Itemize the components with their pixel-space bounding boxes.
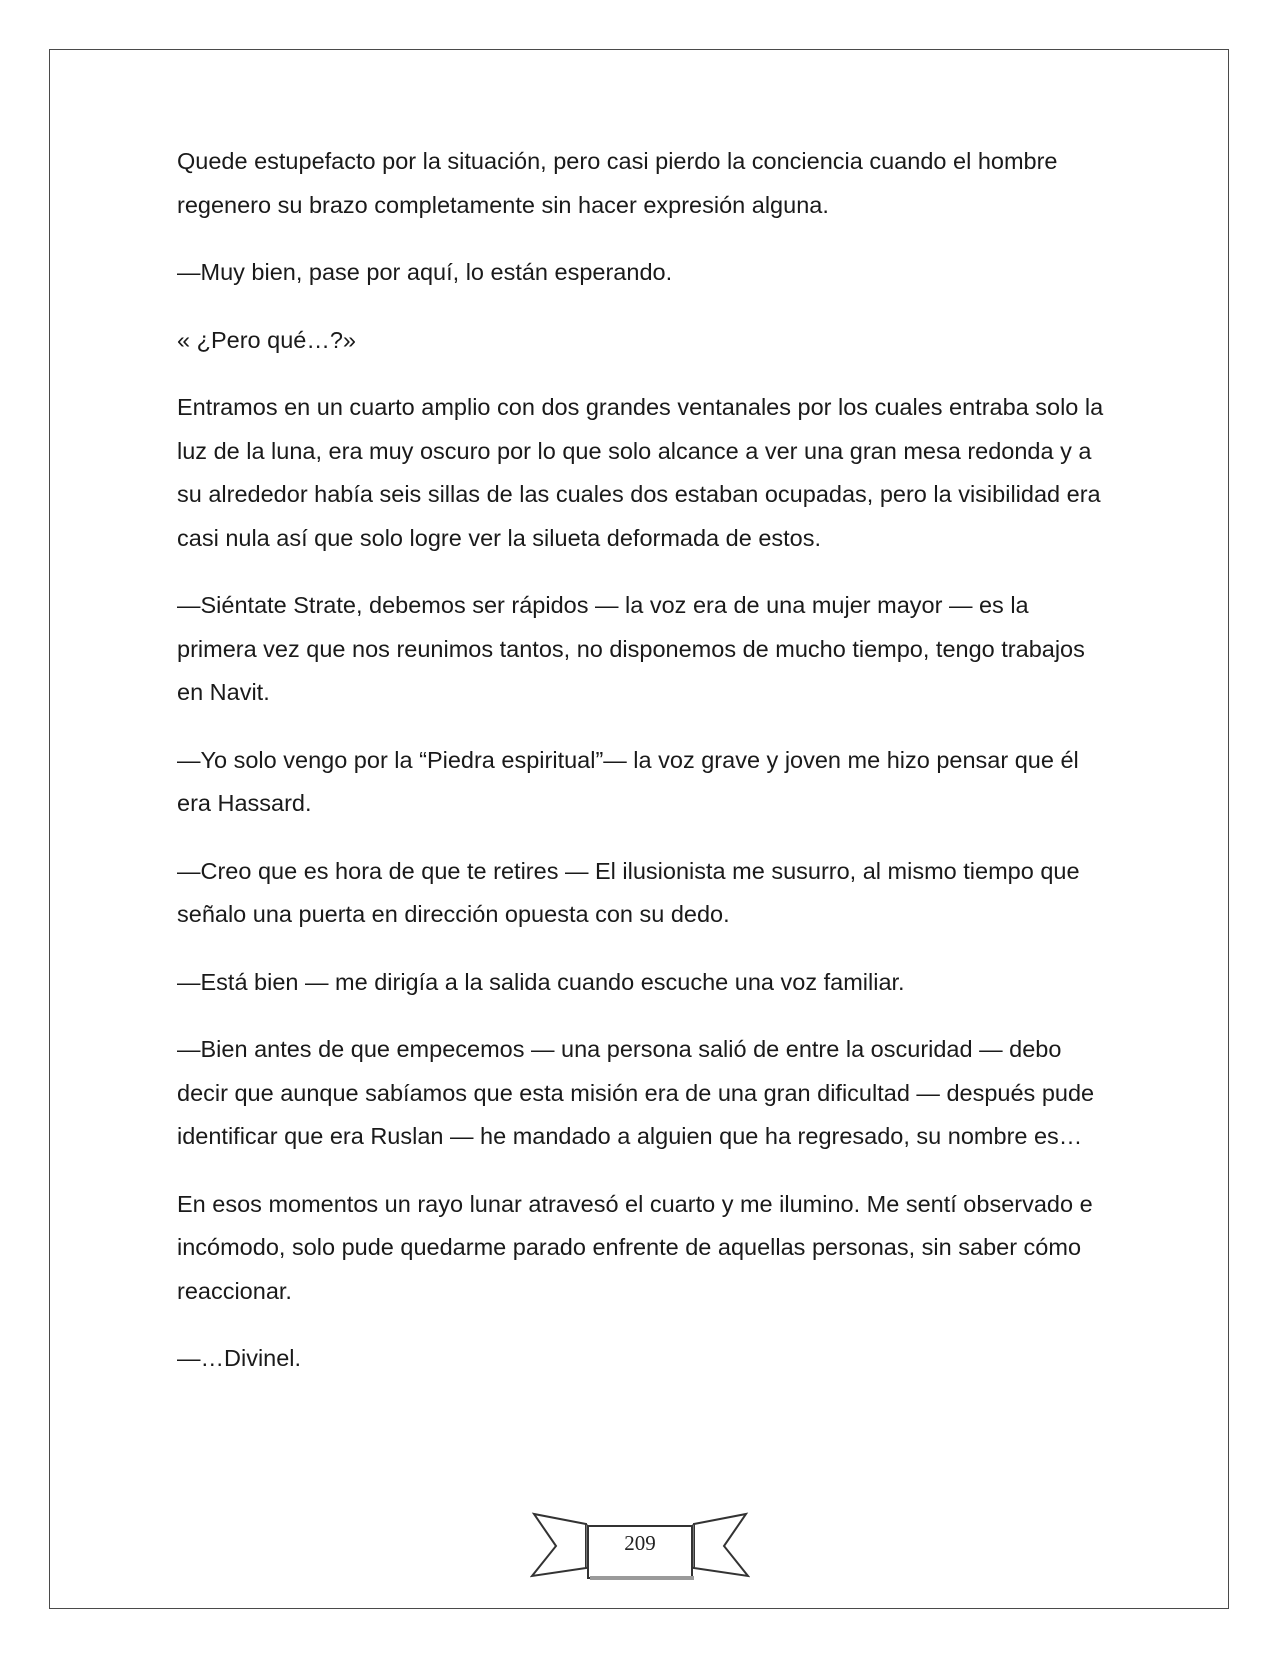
paragraph-4: Entramos en un cuarto amplio con dos grandes ventanales por los cuales entraba solo la luz de la luna, era muy oscuro por lo que solo alcance a ver una gran mesa redonda y a su alrededor había seis sillas de las cuales dos estaban ocupadas, pero la visibilidad era casi nula así que solo logre ver la silueta deformada de estos.: [177, 394, 1104, 551]
paragraph-1: Quede estupefacto por la situación, pero casi pierdo la conciencia cuando el hombre regenero su brazo completamente sin hacer expresión alguna.: [177, 148, 1058, 218]
paragraph-2: —Muy bien, pase por aquí, lo están esperando.: [177, 259, 673, 285]
paragraph-9: —Bien antes de que empecemos — una persona salió de entre la oscuridad — debo decir que aunque sabíamos que esta misión era de una gran dificultad — después pude identificar que era Ruslan — he mandado a alguien que ha regresado, su nombre es…: [177, 1036, 1095, 1149]
page-number: 209: [624, 1531, 656, 1555]
paragraph-8: —Está bien — me dirigía a la salida cuando escuche una voz familiar.: [177, 968, 905, 995]
paragraph-5: —Siéntate Strate, debemos ser rápidos — la voz era de una mujer mayor — es la primera vez que nos reunimos tantos, no disponemos de mucho tiempo, tengo trabajos en Navit.: [177, 592, 1085, 705]
paragraph-11: —…Divinel.: [177, 1345, 302, 1371]
body-text: [177, 140, 1107, 1405]
paragraph-10: En esos momentos un rayo lunar atravesó el cuarto y me ilumino. Me sentí observado e incómodo, solo pude quedarme parado enfrente de aquellas personas, sin saber cómo reaccionar.: [177, 1190, 1093, 1304]
paragraph-3: « ¿Pero qué…?»: [177, 326, 356, 353]
paragraph-7: —Creo que es hora de que te retires — El ilusionista me susurro, al mismo tiempo que señalo una puerta en dirección opuesta con su dedo.: [177, 857, 1080, 927]
page-number-ribbon: [530, 1510, 750, 1586]
paragraph-6: —Yo solo vengo por la “Piedra espiritual”— la voz grave y joven me hizo pensar que él era Hassard.: [177, 746, 1079, 816]
